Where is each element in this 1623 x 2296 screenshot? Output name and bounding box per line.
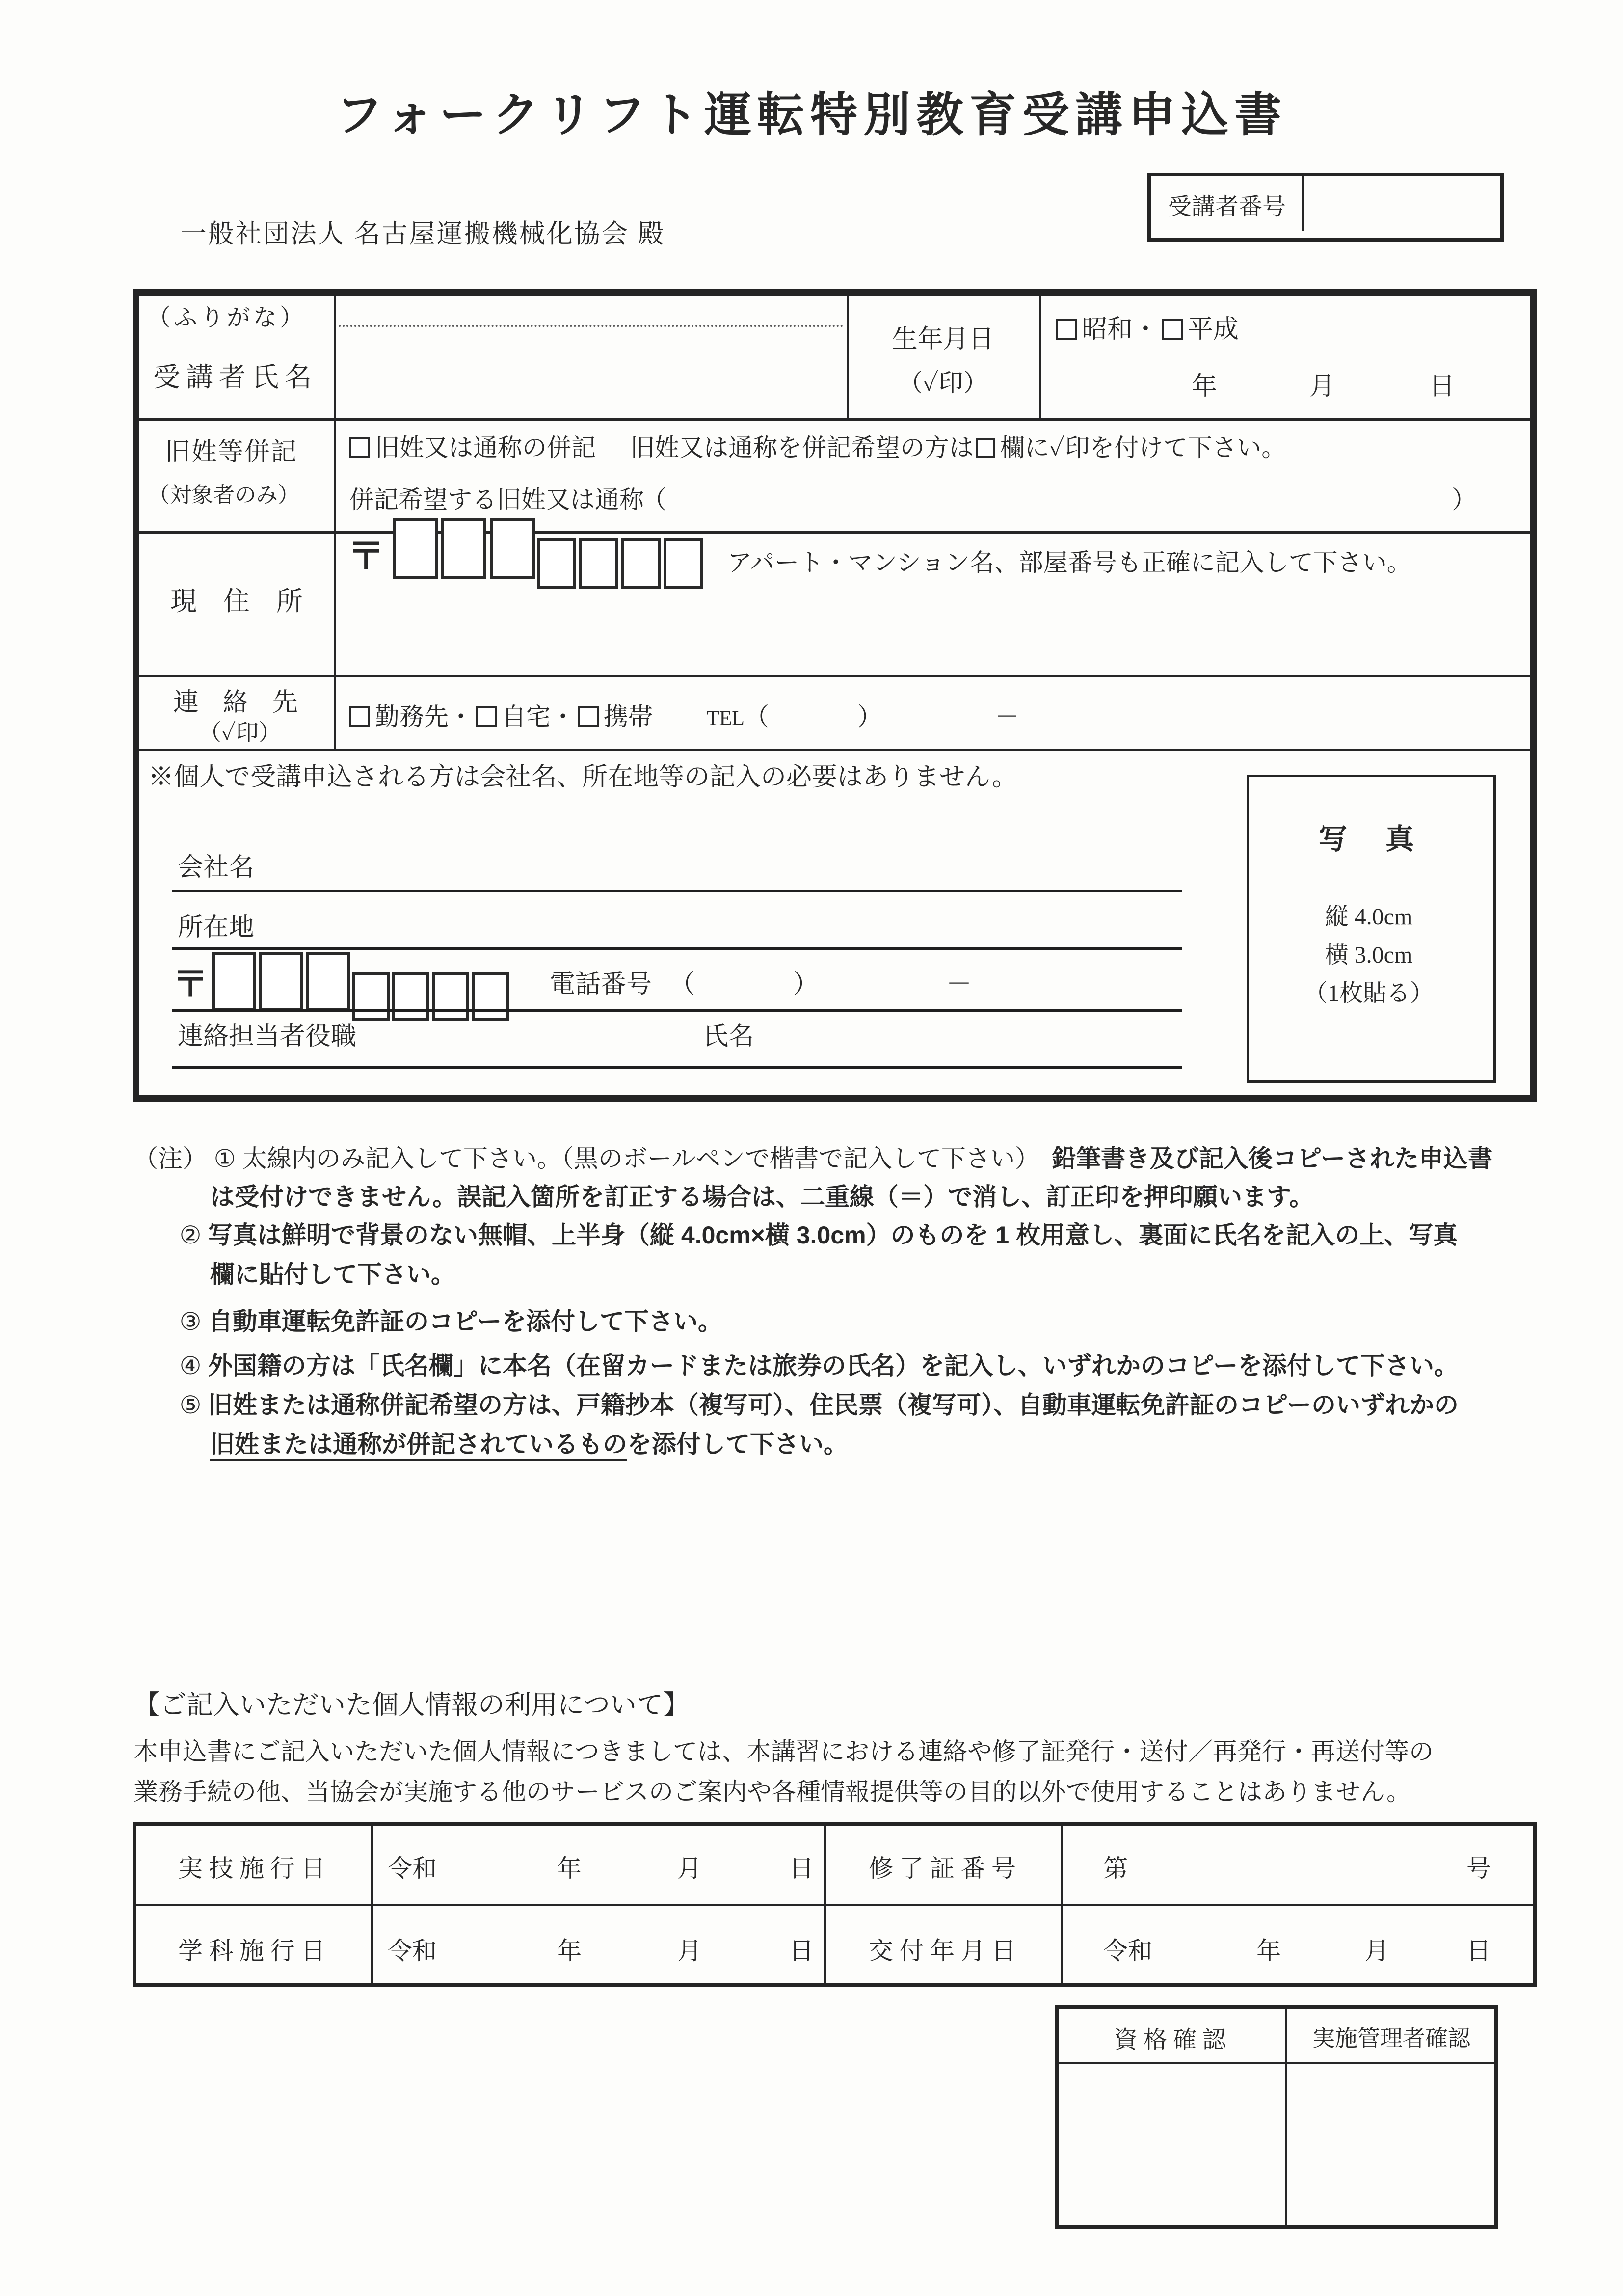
contact-options-line (349, 697, 1019, 732)
row-sep-3 (138, 675, 1531, 677)
privacy-line-2: 業務手続の他、当協会が実施する他のサービスのご案内や各種情報提供等の目的以外で使用することはありません。 (133, 1778, 1411, 1806)
note-1-line-2: は受付けできません。誤記入箇所を訂正する場合は、二重線（＝）で消し、訂正印を押印願います。 (210, 1183, 1314, 1211)
label-col-sep (334, 296, 336, 749)
contact-home-label: 自宅 (502, 703, 551, 730)
academic-date-day: 日 (789, 1937, 814, 1965)
write-line-company-location[interactable] (172, 947, 1182, 950)
note-4-bold: 外国籍の方は「氏名欄」に本名（在留カードまたは旅券の氏名）を記入し、いずれかのコピーを添付して下さい。 (208, 1352, 1459, 1379)
postal-mark: 〒 (347, 536, 385, 577)
postal-digit-box[interactable] (490, 518, 535, 579)
practical-date-month: 月 (677, 1855, 702, 1882)
postal-digit-box[interactable] (441, 518, 486, 579)
contact-mobile-label: 携帯 (604, 703, 653, 730)
page-title: フォークリフト運転特別教育受講申込書 (335, 89, 1288, 141)
row1-col-sep1 (847, 296, 849, 418)
era-heisei-label: 平成 (1188, 316, 1239, 344)
dob-year-label: 年 (1192, 373, 1218, 401)
company-name-label: 会社名 (178, 854, 255, 882)
name-input-cell[interactable] (339, 334, 844, 415)
note-3-line (173, 1302, 722, 1337)
company-staff-label: 連絡担当者役職 (178, 1023, 357, 1051)
furigana-dotted-line (339, 325, 843, 327)
academic-date-label: 学 科 施 行 日 (178, 1937, 325, 1965)
qualification-check-label: 資 格 確 認 (1114, 2027, 1226, 2053)
practical-date-day: 日 (789, 1855, 814, 1882)
row-sep-1 (138, 418, 1531, 421)
note-5-tail: を添付して下さい。 (627, 1431, 848, 1458)
company-phone-dash: － (946, 971, 972, 999)
issue-date-era: 令和 (1103, 1937, 1152, 1965)
contact-sep1: ・ (449, 703, 473, 730)
write-line-company-phone[interactable] (172, 1009, 1182, 1012)
write-line-company-name[interactable] (172, 890, 1182, 892)
dob-label: 生年月日 (892, 325, 994, 353)
note-4-line (173, 1346, 1459, 1381)
practical-date-year: 年 (557, 1855, 582, 1882)
certificate-no-suffix: 号 (1466, 1855, 1491, 1882)
addressee: 一般社団法人 名古屋運搬機械化協会 殿 (181, 219, 665, 248)
company-phone-paren-close: ） (793, 971, 819, 999)
oldname-instruction-pre: 旧姓又は通称を併記希望の方は (630, 434, 974, 461)
checkbox-home[interactable] (476, 706, 497, 727)
applicant-number-value-cell[interactable] (1305, 177, 1493, 231)
postal-digit-box[interactable] (393, 518, 438, 579)
address-label: 現 住 所 (170, 587, 303, 616)
practical-date-label: 実 技 施 行 日 (178, 1855, 325, 1882)
postal-digit-box[interactable] (432, 972, 469, 1021)
note-5-underlined: 旧姓または通称が併記されているもの (210, 1431, 627, 1458)
applicant-number-divider (1302, 176, 1304, 231)
oldname-checkbox-label: 旧姓又は通称の併記 (375, 434, 596, 461)
photo-count-note: （1枚貼る） (1304, 980, 1434, 1006)
era-options (1056, 308, 1239, 345)
academic-date-era: 令和 (388, 1937, 437, 1965)
checkbox-oldname[interactable] (349, 437, 370, 458)
certificate-no-prefix: 第 (1103, 1855, 1128, 1882)
tel-label: TEL (707, 707, 745, 730)
note-3-number: ③ (179, 1308, 202, 1335)
postal-digit-box[interactable] (621, 538, 661, 589)
postal-digit-box[interactable] (352, 972, 390, 1021)
note-2-line-2: 欄に貼付して下さい。 (210, 1261, 455, 1288)
company-phone-label: 電話番号 (550, 971, 652, 999)
note-2-bold: 写真は鮮明で背景のない無帽、上半身（縦 4.0cm×横 3.0cm）のものを 1 枚用意し、裏面に氏名を記入の上、写真 (208, 1221, 1458, 1249)
address-input-area[interactable] (344, 594, 1521, 668)
note-2-line-1 (173, 1216, 1458, 1251)
manager-check-cell[interactable] (1289, 2067, 1493, 2224)
admin-col-sep3 (1061, 1826, 1063, 1983)
postal-digit-box[interactable] (212, 952, 256, 1011)
company-phone-line (550, 963, 972, 1000)
contact-label-sub: （✓印） (199, 720, 281, 745)
note-1-bold: 鉛筆書き及び記入後コピーされた申込書 (1052, 1145, 1492, 1172)
manager-check-label: 実施管理者確認 (1312, 2026, 1470, 2051)
oldname-option-line (349, 428, 1286, 463)
oldname-paren-open: （ (642, 486, 666, 513)
row1-col-sep2 (1039, 296, 1041, 418)
postal-digit-box[interactable] (537, 538, 576, 589)
postal-digit-box[interactable] (259, 952, 303, 1011)
era-separator: ・ (1133, 316, 1159, 344)
oldname-instruction-post: 欄に✓印を付けて下さい。 (1000, 434, 1286, 461)
note-1-line-1 (133, 1139, 1492, 1174)
certificate-no-label: 修 了 証 番 号 (869, 1855, 1016, 1882)
note-1-regular: 太線内のみ記入して下さい。（黒のボールペンで楷書で記入して下さい） (242, 1145, 1052, 1172)
issue-date-day: 日 (1466, 1937, 1491, 1965)
privacy-heading: 【ご記入いただいた個人情報の利用について】 (133, 1690, 690, 1720)
contact-sep2: ・ (551, 703, 575, 730)
note-4-number: ④ (179, 1352, 202, 1379)
note-5-number: ⑤ (179, 1391, 202, 1419)
certificate-no-input[interactable] (1144, 1836, 1458, 1895)
applicant-number-label: 受講者番号 (1168, 194, 1286, 220)
postal-digit-box[interactable] (392, 972, 429, 1021)
address-note: アパート・マンション名、部屋番号も正確に記入して下さい。 (727, 549, 1411, 576)
oldname-paren-close: ） (1452, 486, 1476, 513)
write-line-company-staff[interactable] (172, 1066, 1182, 1069)
checkbox-heisei[interactable] (1162, 319, 1183, 340)
admin-col-sep1 (371, 1826, 373, 1983)
oldname-input-area[interactable] (672, 475, 1438, 514)
company-staff-name-label: 氏名 (703, 1023, 754, 1051)
postal-digit-box[interactable] (579, 538, 618, 589)
photo-title: 写 真 (1318, 823, 1419, 855)
issue-date-month: 月 (1364, 1937, 1389, 1965)
dob-month-label: 月 (1309, 373, 1335, 401)
postal-digit-box[interactable] (664, 538, 703, 589)
tel-dash: － (994, 703, 1019, 730)
issue-date-year: 年 (1256, 1937, 1281, 1965)
contact-label: 連 絡 先 (173, 689, 307, 717)
checkbox-oldname-inline (976, 438, 995, 458)
company-note: ※個人で受講申込される方は会社名、所在地等の記入の必要はありません。 (148, 763, 1018, 791)
postal-boxes (393, 518, 703, 589)
dob-seal-note: （✓印） (898, 369, 988, 397)
academic-date-month: 月 (677, 1937, 702, 1965)
company-location-label: 所在地 (178, 914, 255, 942)
row-sep-4 (138, 749, 1531, 751)
checkbox-mobile[interactable] (578, 706, 599, 727)
admin-row-sep (136, 1904, 1533, 1906)
oldname-label-sub: （対象者のみ） (148, 483, 299, 507)
tel-paren-open: （ (744, 703, 769, 730)
note-5-line-1 (173, 1385, 1459, 1421)
postal-digit-box[interactable] (472, 972, 509, 1021)
note-5-bold: 旧姓または通称併記希望の方は、戸籍抄本（複写可）、住民票（複写可）、自動車運転免許証のコピーのいずれかの (208, 1391, 1459, 1419)
privacy-line-1: 本申込書にご記入いただいた個人情報につきましては、本講習における連絡や修了証発行・送付／再発行・再送付等の (133, 1738, 1434, 1765)
photo-width-note: 横 3.0cm (1325, 942, 1413, 968)
note-1-number: ① (213, 1145, 236, 1172)
oldname-desired-label: 併記希望する旧姓又は通称 (349, 486, 644, 513)
confirm-header-sep (1059, 2062, 1494, 2064)
postal-digit-box[interactable] (306, 952, 350, 1011)
oldname-label: 旧姓等併記 (165, 438, 298, 466)
practical-date-era: 令和 (388, 1855, 437, 1882)
dob-day-label: 日 (1429, 373, 1455, 401)
checkbox-work[interactable] (349, 706, 370, 727)
note-5-line-2 (210, 1425, 848, 1460)
checkbox-showa[interactable] (1056, 319, 1077, 340)
furigana-label: （ふりがな） (147, 305, 307, 331)
photo-height-note: 縦 4.0cm (1325, 904, 1413, 930)
tel-paren-close: ） (857, 703, 882, 730)
academic-date-year: 年 (557, 1937, 582, 1965)
contact-work-label: 勤務先 (375, 703, 449, 730)
note-3-bold: 自動車運転免許証のコピーを添付して下さい。 (208, 1308, 722, 1335)
company-phone-paren-open: （ (669, 971, 695, 999)
name-label: 受講者氏名 (153, 362, 318, 392)
qualification-check-cell[interactable] (1060, 2067, 1281, 2224)
note-2-number: ② (179, 1221, 202, 1249)
era-showa-label: 昭和 (1082, 316, 1133, 344)
issue-date-label: 交 付 年 月 日 (869, 1937, 1016, 1965)
company-postal-mark: 〒 (173, 965, 209, 1004)
note-prefix: （注） (133, 1145, 207, 1172)
